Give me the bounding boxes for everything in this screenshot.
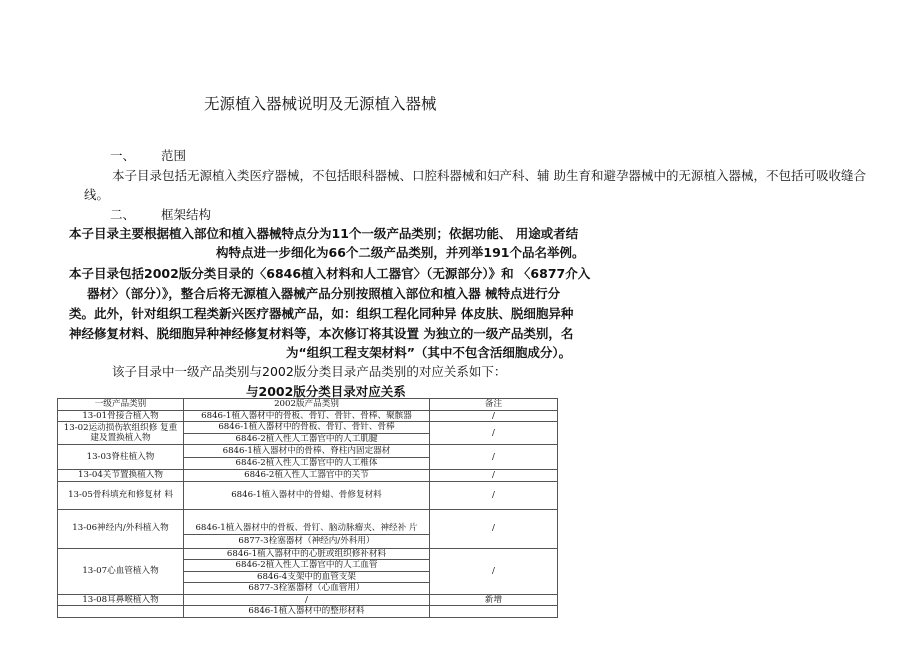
category-cell: 13-07心血管植入物: [58, 548, 184, 594]
note-cell: /: [430, 410, 558, 422]
old-category-cell: 6846-1植入器材中的骨板、骨钉、骨针、骨棒、聚髌器: [184, 410, 430, 422]
note-cell: /: [430, 548, 558, 594]
header-category: 一级产品类别: [58, 399, 184, 411]
table-row: [58, 548, 558, 560]
category-cell: 13-06神经内/外科植入物: [58, 509, 184, 548]
old-category-cell: 6877-3栓塞器材（神经内/外科用）: [184, 534, 430, 548]
old-category-cell: 6846-1植入器材中的骨板、骨钉、脑动脉瘤夹、神经补 片: [184, 509, 430, 534]
old-category-cell: 6846-2植入性人工器官中的关节: [184, 470, 430, 482]
note-cell: /: [430, 481, 558, 509]
section2-heading: 框架结构: [161, 207, 212, 222]
old-category-cell: 6846-1植入器材中的整形材料: [184, 606, 430, 618]
table-header-row: [58, 399, 558, 411]
table-row: [58, 481, 558, 509]
old-category-cell: 6846-2植入性人工器官中的人工血管: [184, 560, 430, 572]
section2-p3: 该子目录中一级产品类别与2002版分类目录产品类别的对应关系如下：: [112, 364, 507, 379]
section2-p2-line2: 器材〉（部分）》，整合后将无源植入器械产品分别按照植入部位和植入器 械特点进行分: [87, 286, 561, 301]
section1-heading: 范围: [161, 148, 187, 163]
old-category-cell: 6877-3栓塞器材（心血管用）: [184, 583, 430, 595]
category-cell: 13-04关节置换植入物: [58, 470, 184, 482]
section1-body-line1: 本子目录包括无源植入类医疗器械，不包括眼科器械、口腔科器械和妇产科、辅 助生育和避孕器械中的无源植入器械，不包括可吸收缝合: [112, 168, 866, 183]
section2-p2-line4: 神经修复材料、脱细胞异种神经修复材料等，本次修订将其设置 为独立的一级产品类别，名: [69, 326, 574, 341]
note-cell: 新增: [430, 594, 558, 606]
section2-p1-line2: 构特点进一步细化为66个二级产品类别，并列举191个品名举例。: [216, 245, 585, 260]
table-row: [58, 594, 558, 606]
section1-body-line2: 线。: [84, 187, 110, 202]
table-row: [58, 606, 558, 618]
category-cell: 13-08耳鼻喉植入物: [58, 594, 184, 606]
page-title: 无源植入器械说明及无源植入器械: [204, 95, 437, 113]
section2-p1-line1: 本子目录主要根据植入部位和植入器械特点分为11个一级产品类别；依据功能、 用途或者结: [69, 226, 579, 241]
category-cell: 13-03脊柱植入物: [58, 445, 184, 470]
old-category-cell: /: [184, 594, 430, 606]
category-cell: 13-02运动损伤软组织修 复重建及置换植入物: [58, 422, 184, 445]
header-old-category: 2002版产品类别: [184, 399, 430, 411]
section2-number: 二、: [110, 207, 136, 222]
table-row: [58, 422, 558, 434]
section1-number: 一、: [110, 148, 136, 163]
category-cell: 13-01骨接合植入物: [58, 410, 184, 422]
header-note: 备注: [430, 399, 558, 411]
old-category-cell: 6846-1植入器材中的骨板、骨钉、骨针、骨棒: [184, 422, 430, 434]
section2-p2-line5: 为“组织工程支架材料”（其中不包含活细胞成分）。: [286, 345, 572, 360]
note-cell: /: [430, 422, 558, 445]
old-category-cell: 6846-4支架中的血管支架: [184, 571, 430, 583]
table-row: [58, 509, 558, 534]
correspondence-table: [57, 398, 558, 618]
old-category-cell: 6846-1植入器材中的骨棒、脊柱内固定器材: [184, 445, 430, 458]
old-category-cell: 6846-2植入性人工器官中的人工肌腱: [184, 433, 430, 445]
table-row: [58, 410, 558, 422]
old-category-cell: 6846-2植入性人工器官中的人工椎体: [184, 457, 430, 470]
old-category-cell: 6846-1植入器材中的心脏或组织修补材料: [184, 548, 430, 560]
note-cell: /: [430, 509, 558, 548]
table-row: [58, 445, 558, 458]
old-category-cell: 6846-1植入器材中的骨蜡、骨修复材料: [184, 481, 430, 509]
table-caption: 与2002版分类目录对应关系: [246, 384, 406, 399]
table-row: [58, 470, 558, 482]
note-cell: [430, 606, 558, 618]
note-cell: /: [430, 445, 558, 470]
category-cell: [58, 606, 184, 618]
section2-p2-line1: 本子目录包括2002版分类目录的〈6846植入材料和人工器官〉（无源部分）》和 〈6877介入: [69, 266, 591, 281]
note-cell: /: [430, 470, 558, 482]
category-cell: 13-05骨科填充和修复材 料: [58, 481, 184, 509]
section2-p2-line3: 类。此外，针对组织工程类新兴医疗器械产品，如：组织工程化同种异 体皮肤、脱细胞异种: [69, 306, 574, 321]
